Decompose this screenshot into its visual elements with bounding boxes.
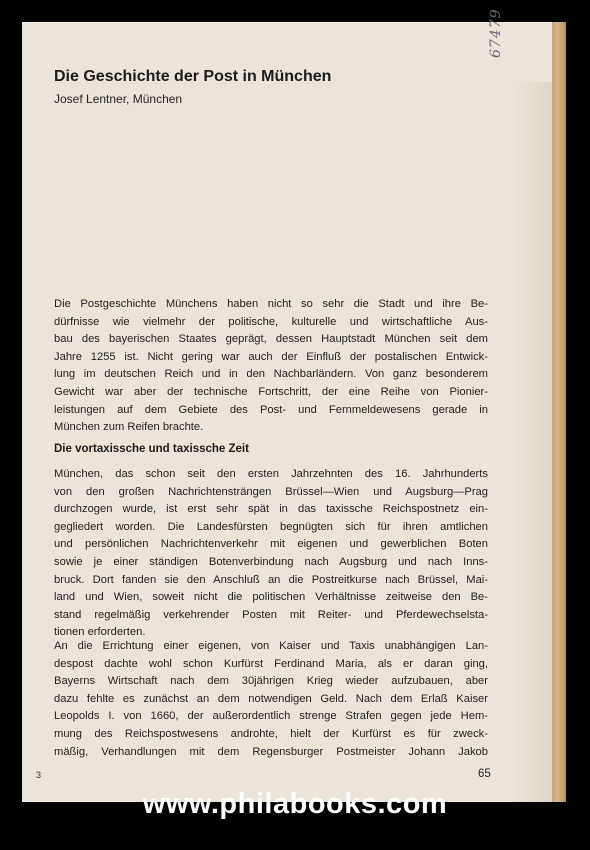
text-line: stand regelmäßig verkehrender Posten mit Reiter- und Pferdewechselsta- [54, 608, 488, 621]
watermark-url: www.philabooks.com [142, 788, 448, 820]
paragraph-vortaxissche [54, 466, 488, 642]
paragraph-intro [54, 296, 488, 437]
article-title: Die Geschichte der Post in München [54, 68, 332, 85]
text-line: dürfnisse wie vielmehr der politische, kulturelle und wirtschaftliche Aus- [54, 315, 488, 328]
text-line: bau des bayerischen Staates geprägt, dessen Hauptstadt München seit dem [54, 333, 488, 346]
text-line: Bayerns Wirtschaft nach dem 30jährigen Krieg wieder aufzubauen, aber [54, 675, 488, 688]
text-line: despost dachte wohl schon Kurfürst Ferdinand Maria, als er daran ging, [54, 657, 488, 670]
text-line: tionen erforderten. [54, 626, 146, 639]
text-line: München zum Reifen brachte. [54, 421, 204, 434]
text-line: und persönlichen Nachrichtenverkehr mit eigenen und gewerblichen Boten [54, 538, 488, 551]
page-number: 65 [478, 768, 491, 780]
text-line: sowie je einer ständigen Botenverbindung nach Augsburg und nach Inns- [54, 555, 488, 568]
text-line: bruck. Dort fanden sie den Anschluß an die Postreitkurse nach Brüssel, Mai- [54, 573, 488, 586]
text-line: gegliedert worden. Die Landesfürsten begnügten sich für ihren amtlichen [54, 520, 488, 533]
text-line: Leopolds I. von 1660, der außerordentlich strenge Strafen gegen jede Hem- [54, 710, 488, 723]
text-line: leistungen auf dem Gebiete des Post- und Fernmeldewesens gerade in [54, 403, 488, 416]
article-author: Josef Lentner, München [54, 92, 183, 106]
section-heading: Die vortaxissche und taxissche Zeit [54, 443, 249, 455]
text-line: lung im deutschen Reich und in den Nachbarländern. Von ganz besonderem [54, 368, 488, 381]
text-line: An die Errichtung einer eigenen, von Kaiser und Taxis unabhängigen Lan- [54, 640, 488, 652]
handwritten-catalog-number: 67479 [488, 8, 504, 58]
text-line: mung des Reichspostwesens androhte, hielt der Kurfürst es für zweck- [54, 727, 488, 740]
text-line: mäßig, Verhandlungen mit dem Regensburger Postmeister Johann Jakob [54, 745, 488, 758]
page-marker-left: 3 [36, 770, 42, 780]
paragraph-landespost [54, 638, 488, 761]
page-edge-strip [552, 22, 566, 802]
text-line: von den großen Nachrichtensträngen Brüssel—Wien und Augsburg—Prag [54, 485, 488, 498]
text-line: land und Wien, soweit nicht die politischen Verhältnisse zeitweise den Be- [54, 591, 488, 604]
text-line: München, das schon seit den ersten Jahrzehnten des 16. Jahrhunderts [54, 468, 488, 480]
text-line: Jahre 1255 ist. Nicht gering war auch der Einfluß der postalischen Entwick- [54, 350, 488, 363]
text-line: Gewicht war aber der technische Fortschritt, der eine Reihe von Pionier- [54, 385, 488, 398]
text-line: Die Postgeschichte Münchens haben nicht so sehr die Stadt und ihre Be- [54, 298, 488, 310]
text-line: dazu fehlte es zunächst an dem notwendigen Geld. Nach dem Erlaß Kaiser [54, 692, 488, 705]
text-line: durchzogen wurde, ist erst sehr spät in das taxissche Reichspostnetz ein- [54, 503, 488, 516]
show-through-shadow [514, 82, 552, 802]
